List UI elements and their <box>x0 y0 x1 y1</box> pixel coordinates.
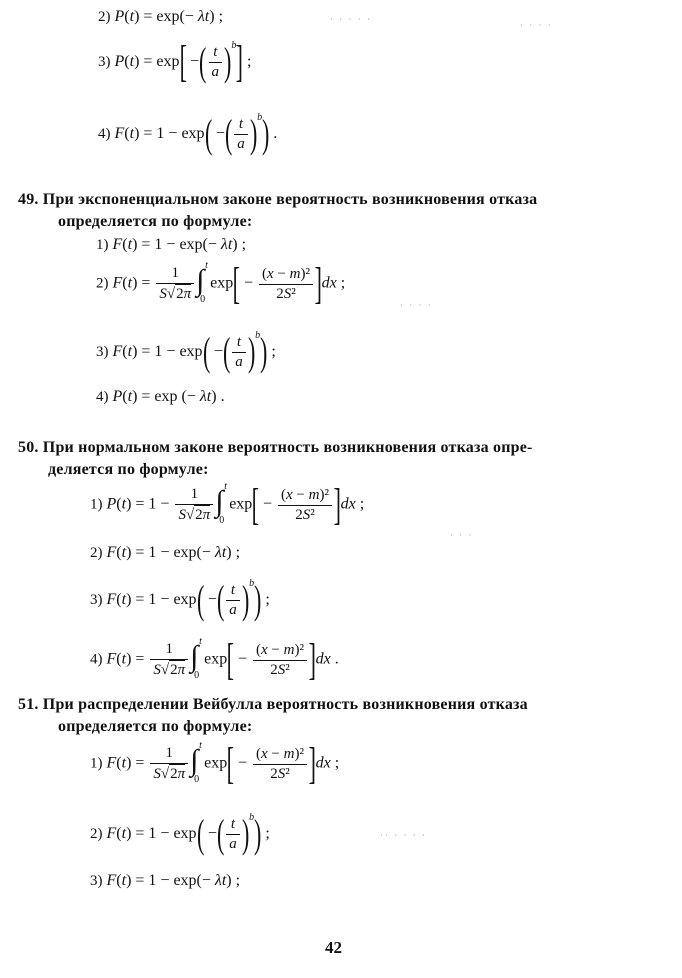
q50-title-line-1: 50. При нормальном законе вероятность возникновения отказа опре- <box>18 439 533 456</box>
q50-option-2: 2) F(t) = 1 − exp(− λt) ; <box>90 544 241 561</box>
q51-option-1: 1) F(t) = $\frac{1}{S√2\pi}$ ∫ t 0 exp[ − $\frac{\text{(x − m)²}}{\text{2S²}}$ ]dx ; <box>90 739 340 788</box>
q49-option-2: 2) F(t) = $\frac{1}{S√2\pi}$ ∫ t 0 exp[ − $\frac{\text{(x − m)²}}{\text{2S²}}$ ]dx ; <box>96 259 346 308</box>
q49-option-3: 3) F(t) = 1 − exp( −( $\frac{t}{a}$ )$^b$) ; <box>96 329 276 375</box>
q48-option-3: 3) P(t) = exp[ −( $\frac{t}{a}$ )$^b$] ; <box>98 37 252 87</box>
q49-option-1: 1) F(t) = 1 − exp(− λt) ; <box>96 236 247 253</box>
q50-option-3: 3) F(t) = 1 − exp( −( $\frac{t}{a}$ )$^b$) ; <box>90 577 270 623</box>
scan-noise: · · · · <box>520 20 553 30</box>
q50-title-line-2: деляется по формуле: <box>48 461 209 478</box>
scan-noise: ·· · · · · <box>380 830 427 840</box>
q51-option-2: 2) F(t) = 1 − exp( −( $\frac{t}{a}$ )$^b$) ; <box>90 811 270 857</box>
page-number: 42 <box>325 938 342 957</box>
scan-noise: · · · <box>450 530 474 540</box>
q50-option-1: 1) P(t) = 1 − $\frac{1}{S√2\pi}$ ∫ t 0 exp[ − $\frac{\text{(x − m)²}}{\text{2S²}}$ ]dx ; <box>90 480 365 529</box>
q51-title-line-1: 51. При распределении Вейбулла вероятность возникновения отказа <box>18 696 528 713</box>
scan-noise: · · · · <box>400 300 433 310</box>
q49-title-line-1: 49. При экспоненциальном законе вероятность возникновения отказа <box>18 191 538 208</box>
q48-option-4: 4) F(t) = 1 − exp( −( $\frac{t}{a}$ )$^b$) . <box>98 111 278 157</box>
q51-option-3: 3) F(t) = 1 − exp(− λt) ; <box>90 872 241 889</box>
q48-option-2: 2) P(t) = exp(− λt) ; <box>98 8 224 25</box>
q51-title-line-2: определяется по формуле: <box>58 718 253 735</box>
q50-option-4: 4) F(t) = $\frac{1}{S√2\pi}$ ∫ t 0 exp[ − $\frac{\text{(x − m)²}}{\text{2S²}}$ ]dx . <box>90 635 339 684</box>
q49-option-4: 4) P(t) = exp (− λt) . <box>96 388 225 405</box>
scan-noise: · · · · · <box>330 14 372 24</box>
q49-title-line-2: определяется по формуле: <box>58 213 253 230</box>
